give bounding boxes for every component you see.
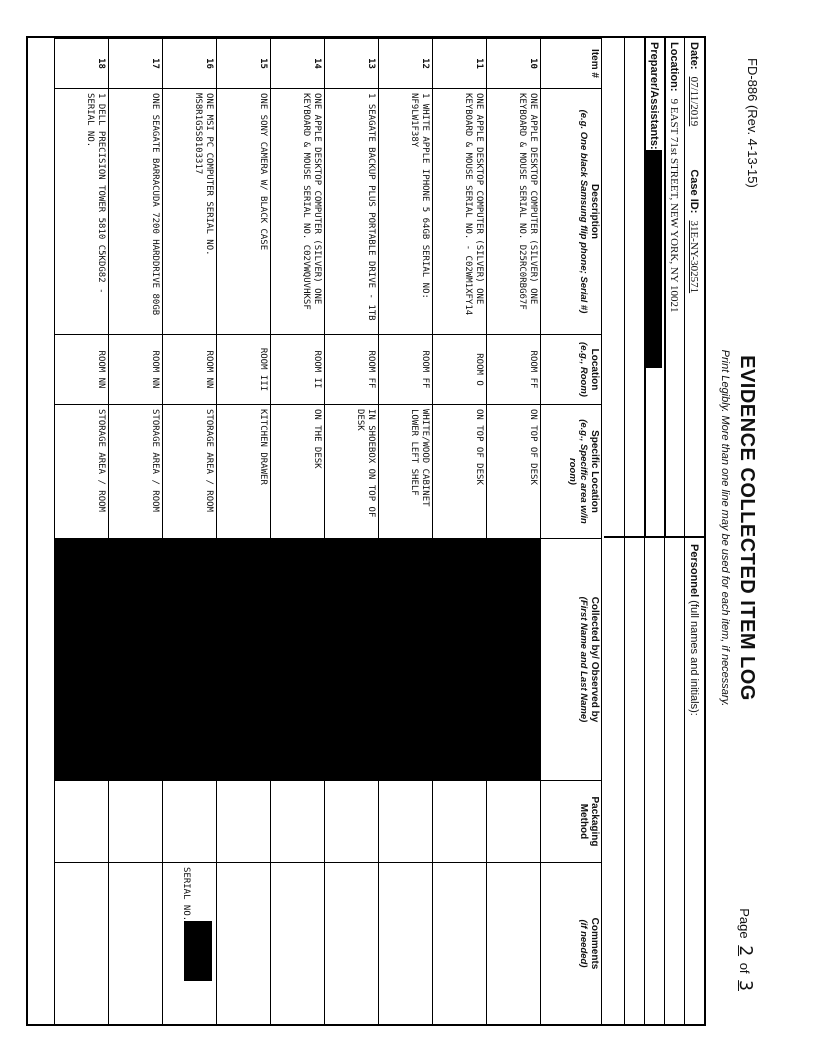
blank-row	[604, 38, 624, 536]
item-number-text: 12	[420, 58, 430, 69]
item-collected-by	[109, 539, 163, 781]
preparer-label: Preparer/Assistants:	[648, 42, 660, 150]
item-collected-by	[379, 539, 433, 781]
item-comment-text: SERIAL NO.	[181, 867, 191, 922]
item-packaging	[487, 781, 541, 863]
item-number-text: 10	[528, 58, 538, 69]
preparer-row	[644, 38, 664, 536]
item-location-text: ROOM NN	[204, 350, 214, 389]
item-comment	[55, 863, 109, 1025]
item-specific-location	[325, 405, 379, 539]
table-row	[379, 39, 433, 1025]
item-number	[433, 39, 487, 89]
item-location-text: ROOM III	[258, 347, 268, 392]
item-packaging	[379, 781, 433, 863]
page-title: EVIDENCE COLLECTED ITEM LOG	[736, 355, 758, 701]
item-collected-by	[325, 539, 379, 781]
table-row	[163, 39, 217, 1025]
item-packaging	[433, 781, 487, 863]
blank-row	[624, 38, 644, 536]
item-specific-location-text: IN SHOEBOX ON TOP OF DESK	[355, 409, 376, 518]
item-specific-location-text: ON THE DESK	[312, 409, 322, 469]
col-packaging: Packaging Method	[541, 781, 602, 863]
item-description	[379, 89, 433, 335]
item-number	[163, 39, 217, 89]
item-comment	[433, 863, 487, 1025]
item-description-text: 1 SEAGATE BACKUP PLUS PORTABLE DRIVE - 1TB	[366, 93, 376, 321]
date-row	[684, 38, 704, 536]
table-row	[109, 39, 163, 1025]
header-block	[604, 38, 704, 1024]
blank-row	[604, 538, 624, 1024]
personnel-row	[684, 538, 704, 1024]
blank-row	[664, 538, 684, 1024]
redaction-block	[184, 921, 212, 981]
item-location	[163, 335, 217, 405]
item-description-text: ONE SONY CAMERA W/ BLACK CASE	[258, 93, 268, 251]
table-row	[487, 39, 541, 1025]
item-description	[433, 89, 487, 335]
col-description: Description (e.g. One black Samsung flip phone; Serial #)	[541, 89, 602, 335]
item-packaging	[271, 781, 325, 863]
item-location-text: ROOM FF	[528, 350, 538, 389]
item-description	[271, 89, 325, 335]
item-specific-location-text: ON TOP OF DESK	[474, 409, 484, 485]
item-packaging	[217, 781, 271, 863]
item-comment	[487, 863, 541, 1025]
item-location	[55, 335, 109, 405]
item-number	[379, 39, 433, 89]
item-description	[55, 89, 109, 335]
table-body	[55, 39, 541, 1025]
form-id: FD-886 (Rev. 4-13-15)	[745, 58, 760, 188]
item-comment	[217, 863, 271, 1025]
item-packaging	[163, 781, 217, 863]
case-id-label: Case ID:	[688, 169, 700, 214]
item-description-text: ONE APPLE DESKTOP COMPUTER (SILVER) ONE KEYBOARD & MOUSE SERIAL NO. D25RC0RBG67F	[517, 93, 538, 310]
table-row	[433, 39, 487, 1025]
item-location-text: ROOM NN	[150, 350, 160, 389]
location-label: Location:	[668, 42, 680, 92]
item-comment	[271, 863, 325, 1025]
item-location-text: ROOM FF	[366, 350, 376, 389]
item-collected-by	[163, 539, 217, 781]
item-specific-location-text: STORAGE AREA / ROOM	[204, 409, 214, 512]
item-collected-by	[487, 539, 541, 781]
table-row	[55, 39, 109, 1025]
personnel-label: Personnel	[688, 544, 700, 598]
location-value: 9 EAST 71st STREET, NEW YORK, NY 10021	[668, 98, 680, 313]
item-description-text: 1 DELL PRECISION TOWER 5810 C5KDG82 - SERIAL NO.	[85, 93, 106, 294]
item-location	[109, 335, 163, 405]
item-description-text: ONE APPLE DESKTOP COMPUTER (SILVER) ONE KEYBOARD & MOUSE SERIAL NO. - C02WM1XFY14	[463, 93, 484, 316]
col-collected-by: Collected by/ Observed by (First Name and Last Name)	[541, 539, 602, 781]
blank-row	[644, 538, 664, 1024]
item-packaging	[55, 781, 109, 863]
item-description	[217, 89, 271, 335]
form-frame	[26, 36, 706, 1026]
item-number	[217, 39, 271, 89]
item-number	[55, 39, 109, 89]
header-left	[604, 38, 704, 538]
item-number-text: 16	[204, 58, 214, 69]
item-specific-location-text: WHITE/WOOD CABINET LOWER LEFT SHELF	[409, 409, 430, 507]
item-location	[379, 335, 433, 405]
item-specific-location-text: STORAGE AREA / ROOM	[150, 409, 160, 512]
redaction-block	[646, 150, 662, 368]
item-location	[325, 335, 379, 405]
col-specific-location: Specific Location (e.g., Specific area w/in room)	[541, 405, 602, 539]
location-row	[664, 38, 684, 536]
item-description-text: ONE APPLE DESKTOP COMPUTER (SILVER) ONE KEYBOARD & MOUSE SERIAL NO. C02VWQUVHKSF	[301, 93, 322, 310]
item-collected-by	[217, 539, 271, 781]
item-description	[109, 89, 163, 335]
item-comment	[163, 863, 217, 1025]
table-row	[217, 39, 271, 1025]
table-header-row	[541, 39, 602, 1025]
item-comment	[109, 863, 163, 1025]
item-specific-location	[55, 405, 109, 539]
item-specific-location	[379, 405, 433, 539]
col-location: Location (e.g., Room)	[541, 335, 602, 405]
item-collected-by	[55, 539, 109, 781]
item-description	[325, 89, 379, 335]
item-comment	[379, 863, 433, 1025]
date-value: 07/11/2019	[688, 76, 700, 127]
item-location	[433, 335, 487, 405]
item-number	[487, 39, 541, 89]
item-packaging	[325, 781, 379, 863]
item-description-text: ONE MSI PC COMPUTER SERIAL NO. MS8R1G5S8103317	[193, 93, 214, 256]
item-location-text: ROOM II	[312, 350, 322, 389]
item-packaging	[109, 781, 163, 863]
table-row	[325, 39, 379, 1025]
item-specific-location-text: ON TOP OF DESK	[528, 409, 538, 485]
item-description-text: 1 WHITE APPLE IPHONE 5 64GB SERIAL NO: NF9LW1F38Y	[409, 93, 430, 299]
item-description	[163, 89, 217, 335]
table-row	[271, 39, 325, 1025]
item-specific-location	[109, 405, 163, 539]
item-number-text: 13	[366, 58, 376, 69]
item-number-text: 14	[312, 58, 322, 69]
item-location	[487, 335, 541, 405]
col-comments: Comments (if needed)	[541, 863, 602, 1025]
item-specific-location	[163, 405, 217, 539]
item-number-text: 17	[150, 58, 160, 69]
personnel-block	[604, 538, 704, 1024]
item-location	[271, 335, 325, 405]
item-number-text: 15	[258, 58, 268, 69]
page-total: 3	[735, 980, 756, 991]
item-number	[325, 39, 379, 89]
items-table	[54, 38, 602, 1025]
item-number	[271, 39, 325, 89]
personnel-note: (full names and initials):	[688, 600, 700, 716]
item-comment	[325, 863, 379, 1025]
item-number	[109, 39, 163, 89]
col-item: Item #	[541, 39, 602, 89]
page-label: Page	[737, 908, 752, 939]
page-number	[735, 908, 756, 994]
item-location	[217, 335, 271, 405]
item-number-text: 18	[96, 58, 106, 69]
item-specific-location	[217, 405, 271, 539]
item-specific-location	[433, 405, 487, 539]
item-specific-location-text: KITCHEN DRAWER	[258, 409, 268, 485]
item-collected-by	[271, 539, 325, 781]
page-of-label: of	[737, 962, 752, 974]
item-specific-location-text: STORAGE AREA / ROOM	[96, 409, 106, 512]
date-label: Date:	[688, 42, 700, 70]
item-location-text: ROOM NN	[96, 350, 106, 389]
item-location-text: ROOM O	[474, 353, 484, 386]
item-specific-location	[271, 405, 325, 539]
item-location-text: ROOM FF	[420, 350, 430, 389]
page-current: 2	[735, 945, 756, 957]
item-number-text: 11	[474, 58, 484, 69]
item-description-text: ONE SEAGATE BARRACUDA 7200 HARDDRIVE 80GB	[150, 93, 160, 316]
item-specific-location	[487, 405, 541, 539]
case-id-value: 31E-NY-302571	[688, 220, 700, 294]
blank-row	[624, 538, 644, 1024]
item-description	[487, 89, 541, 335]
item-collected-by	[433, 539, 487, 781]
page-subtitle: Print Legibly. More than one line may be used for each item, if necessary.	[719, 349, 731, 707]
